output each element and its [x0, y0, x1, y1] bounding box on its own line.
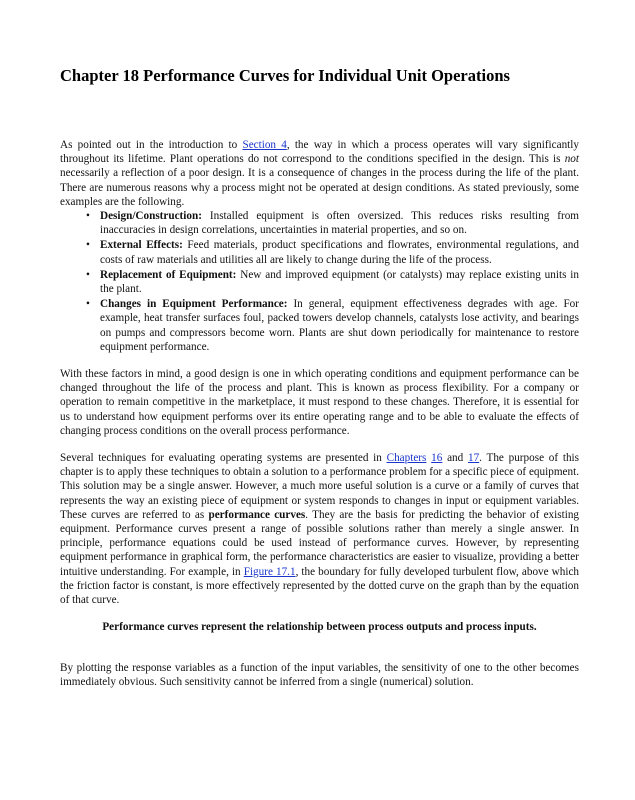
- text-run: , the boundary for fully developed turbulent flow, above which the friction factor is constant, is more effectively represented by the dotted curve on the graph than by the equation of that curve.: [60, 565, 580, 607]
- list-item-replacement-of-equipment: [86, 268, 579, 296]
- section-4-link[interactable]: Section 4: [242, 139, 287, 151]
- list-item-external-effects: [86, 238, 579, 266]
- chapters-link[interactable]: Chapters: [386, 452, 427, 465]
- text-run: and: [442, 452, 468, 465]
- flexibility-paragraph: With these factors in mind, a good design is one in which operating conditions and equipment performance can be changed throughout the life of the process and plant. This is known as process flexibility. For a company or operation to remain competitive in the marketplace, it must respond to these changes. Therefore, it is essential for us to understand how equipment performs over its entire operating range and to be able to evaluate the effects of changing process conditions on the overall process performance.: [60, 368, 579, 437]
- list-item-text: In general, equipment effectiveness degrades with age. For example, heat transfer surfaces foul, packed towers develop channels, catalysts lose activity, and bearings on pumps and compressors become worn. Plants are shut down periodically for maintenance to restore equipment performance.: [100, 298, 579, 353]
- key-statement: Performance curves represent the relationship between process outputs and process inputs.: [102, 621, 537, 634]
- text-run: , the way in which a process operates will vary significantly throughout its lifetime. Plant operations do not correspond to the conditions specified in the design. This is: [60, 139, 579, 166]
- list-item-text: New and improved equipment (or catalysts) may replace existing units in the plant.: [100, 268, 579, 296]
- chapter-17-link[interactable]: 17: [467, 452, 480, 465]
- text-run: As pointed out in the introduction to: [60, 139, 243, 151]
- sensitivity-paragraph: By plotting the response variables as a function of the input variables, the sensitivity of one to the other becomes immediately obvious. Such sensitivity cannot be inferred from a single (numerical) solution.: [60, 661, 579, 688]
- list-item-term: External Effects:: [100, 239, 183, 252]
- list-item-changes-in-equipment-performance: [86, 297, 579, 354]
- list-item-term: Design/Construction:: [100, 210, 202, 223]
- list-item-text: Installed equipment is often oversized. This reduces risks resulting from inaccuracies in design correlations, uncertainties in material properties, and so on.: [100, 210, 579, 237]
- document-body: [60, 138, 579, 689]
- text-run: . The purpose of this chapter is to apply these techniques to obtain a solution to a performance problem for a specific piece of equipment. This solution may be a single answer. However, a much more useful solution is a curve or a family of curves that represents the way an existing piece of equipment or system responds to changes in input or equipment variables. These curves are referred to as: [60, 452, 580, 521]
- list-item-design-construction: [86, 209, 579, 237]
- bullet-icon: •: [86, 298, 90, 311]
- list-item-term: Changes in Equipment Performance:: [100, 298, 288, 311]
- bullet-icon: •: [86, 239, 90, 252]
- emphasis-not: not: [564, 153, 579, 166]
- list-item-term: Replacement of Equipment:: [100, 268, 237, 281]
- intro-paragraph: [60, 138, 579, 209]
- chapter-16-link[interactable]: 16: [431, 452, 443, 465]
- list-item-text: Feed materials, product specifications and flowrates, environmental regulations, and costs of raw materials and utilities all are likely to change during the life of the process.: [100, 239, 579, 266]
- performance-curves-paragraph: [60, 451, 579, 607]
- bullet-icon: •: [86, 268, 90, 281]
- figure-17-1-link[interactable]: Figure 17.1: [243, 565, 296, 578]
- examples-list: [60, 209, 579, 354]
- chapter-title: Chapter 18 Performance Curves for Individual Unit Operations: [60, 66, 510, 85]
- text-run: necessarily a reflection of a poor design. It is a consequence of changes in the process during the life of the plant. There are numerous reasons why a process might not be operated at design conditions. As stated previously, some examples are the following.: [60, 167, 579, 208]
- text-run: . They are the basis for predicting the behavior of existing equipment. Performance curves present a range of possible solutions rather than merely a single answer. In principle, performance equations could be used instead of performance curves. However, by representing equipment performance in graphical form, the performance characteristics are easier to visualize, providing a better intuitive understanding. For example, in: [60, 508, 580, 578]
- performance-curves-term: performance curves: [208, 508, 306, 521]
- bullet-icon: •: [86, 210, 90, 223]
- text-run: Several techniques for evaluating operating systems are presented in: [60, 452, 387, 465]
